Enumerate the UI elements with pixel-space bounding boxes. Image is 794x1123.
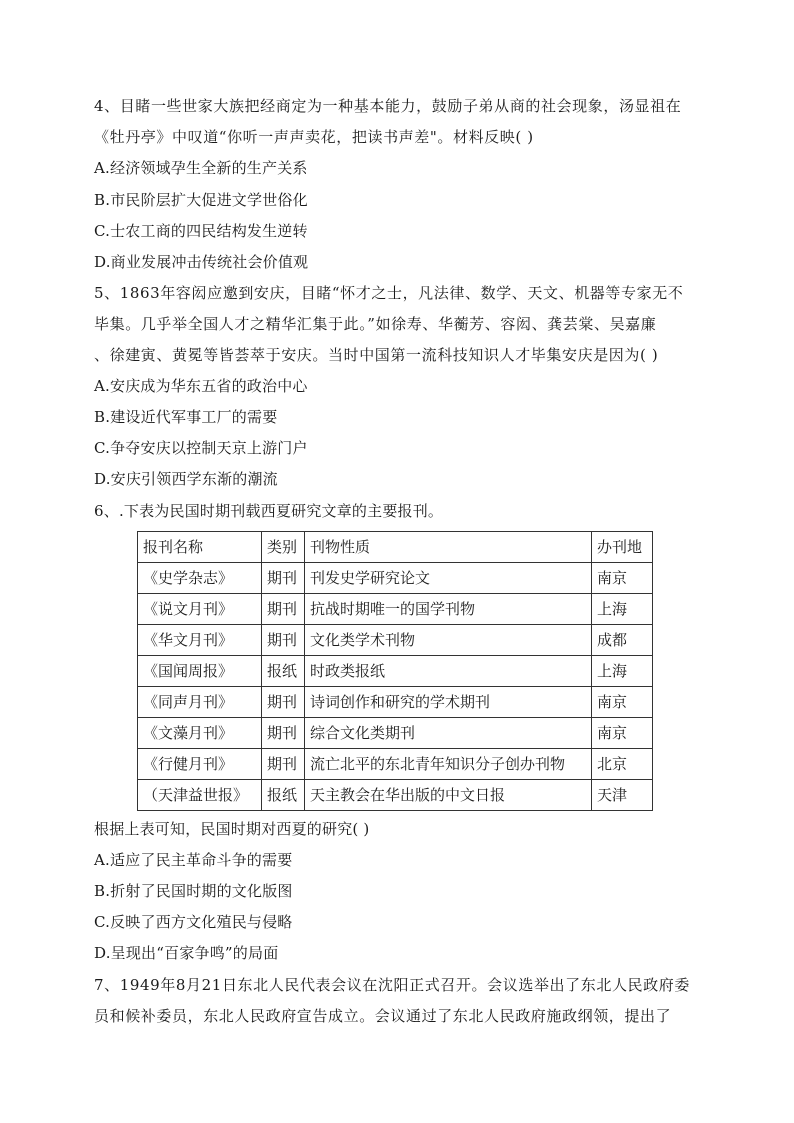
table-cell: 《行健月刊》	[138, 749, 262, 780]
q4-option-a: A.经济领域孕生全新的生产关系	[94, 159, 308, 177]
table-header-row	[138, 532, 653, 563]
table-header-cell: 刊物性质	[305, 532, 592, 563]
table-cell: 《同声月刊》	[138, 687, 262, 718]
table-header-cell: 办刊地	[592, 532, 653, 563]
table-cell: 流亡北平的东北青年知识分子创办刊物	[305, 749, 592, 780]
table-cell: 期刊	[262, 625, 305, 656]
table-cell: 《国闻周报》	[138, 656, 262, 687]
table-cell: 北京	[592, 749, 653, 780]
q4-stem-line-1: 4、目睹一些世家大族把经商定为一种基本能力，鼓励子弟从商的社会现象，汤显祖在	[94, 97, 682, 115]
q4-option-c: C.士农工商的四民结构发生逆转	[94, 222, 308, 240]
q5-stem-line-1: 5、1863年容闳应邀到安庆，目睹“怀才之士，凡法律、数学、天文、机器等专家无不	[94, 284, 684, 302]
table-cell: （天津益世报》	[138, 780, 262, 811]
table-cell: 报纸	[262, 780, 305, 811]
q7-stem-line-1: 7、1949年8月21日东北人民代表会议在沈阳正式召开。会议选举出了东北人民政府委	[94, 976, 690, 994]
q5-option-d: D.安庆引领西学东渐的潮流	[94, 470, 278, 488]
q5-option-a: A.安庆成为华东五省的政治中心	[94, 377, 308, 395]
q5-option-c: C.争夺安庆以控制天京上游门户	[94, 439, 308, 457]
table-row	[138, 625, 653, 656]
table-cell: 《文藻月刊》	[138, 718, 262, 749]
table-cell: 天津	[592, 780, 653, 811]
q4-stem-line-2: 《牡丹亭》中叹道“你听一声声卖花，把读书声差"。材料反映( )	[94, 128, 534, 146]
q6-option-a: A.适应了民主革命斗争的需要	[94, 851, 293, 869]
table-row	[138, 780, 653, 811]
q6-option-c: C.反映了西方文化殖民与侵略	[94, 913, 293, 931]
q6-option-b: B.折射了民国时期的文化版图	[94, 882, 293, 900]
q4-option-b: B.市民阶层扩大促进文学世俗化	[94, 191, 308, 209]
table-cell: 时政类报纸	[305, 656, 592, 687]
table-row	[138, 749, 653, 780]
q6-option-d: D.呈现出“百家争鸣”的局面	[94, 944, 279, 962]
table-cell: 天主教会在华出版的中文日报	[305, 780, 592, 811]
table-header-cell: 类别	[262, 532, 305, 563]
table-cell: 文化类学术刊物	[305, 625, 592, 656]
table-cell: 成都	[592, 625, 653, 656]
table-cell: 期刊	[262, 687, 305, 718]
table-cell: 南京	[592, 563, 653, 594]
table-cell: 综合文化类期刊	[305, 718, 592, 749]
table-row	[138, 656, 653, 687]
table-cell: 刊发史学研究论文	[305, 563, 592, 594]
q4-option-d: D.商业发展冲击传统社会价值观	[94, 253, 309, 271]
table-row	[138, 718, 653, 749]
q5-stem-line-2: 毕集。几乎举全国人才之精华汇集于此。”如徐寿、华蘅芳、容闳、龚芸棠、吴嘉廉	[94, 315, 657, 333]
table-cell: 诗词创作和研究的学术期刊	[305, 687, 592, 718]
table-cell: 南京	[592, 687, 653, 718]
q6-stem: 根据上表可知，民国时期对西夏的研究( )	[94, 820, 370, 838]
table-cell: 期刊	[262, 563, 305, 594]
table-cell: 《华文月刊》	[138, 625, 262, 656]
table-cell: 上海	[592, 594, 653, 625]
journal-table	[137, 531, 653, 811]
table-cell: 抗战时期唯一的国学刊物	[305, 594, 592, 625]
table-cell: 报纸	[262, 656, 305, 687]
table-cell: 期刊	[262, 749, 305, 780]
table-cell: 期刊	[262, 718, 305, 749]
table-row	[138, 594, 653, 625]
table-cell: 上海	[592, 656, 653, 687]
table-row	[138, 687, 653, 718]
table-cell: 《说文月刊》	[138, 594, 262, 625]
q5-stem-line-3: 、徐建寅、黄冕等皆荟萃于安庆。当时中国第一流科技知识人才毕集安庆是因为( )	[94, 346, 659, 364]
table-cell: 南京	[592, 718, 653, 749]
q7-stem-line-2: 员和候补委员，东北人民政府宣告成立。会议通过了东北人民政府施政纲领，提出了	[94, 1007, 672, 1025]
q6-intro: 6、.下表为民国时期刊载西夏研究文章的主要报刊。	[94, 502, 444, 520]
table-header-cell: 报刊名称	[138, 532, 262, 563]
table-row	[138, 563, 653, 594]
q5-option-b: B.建设近代军事工厂的需要	[94, 408, 278, 426]
table-cell: 期刊	[262, 594, 305, 625]
table-cell: 《史学杂志》	[138, 563, 262, 594]
